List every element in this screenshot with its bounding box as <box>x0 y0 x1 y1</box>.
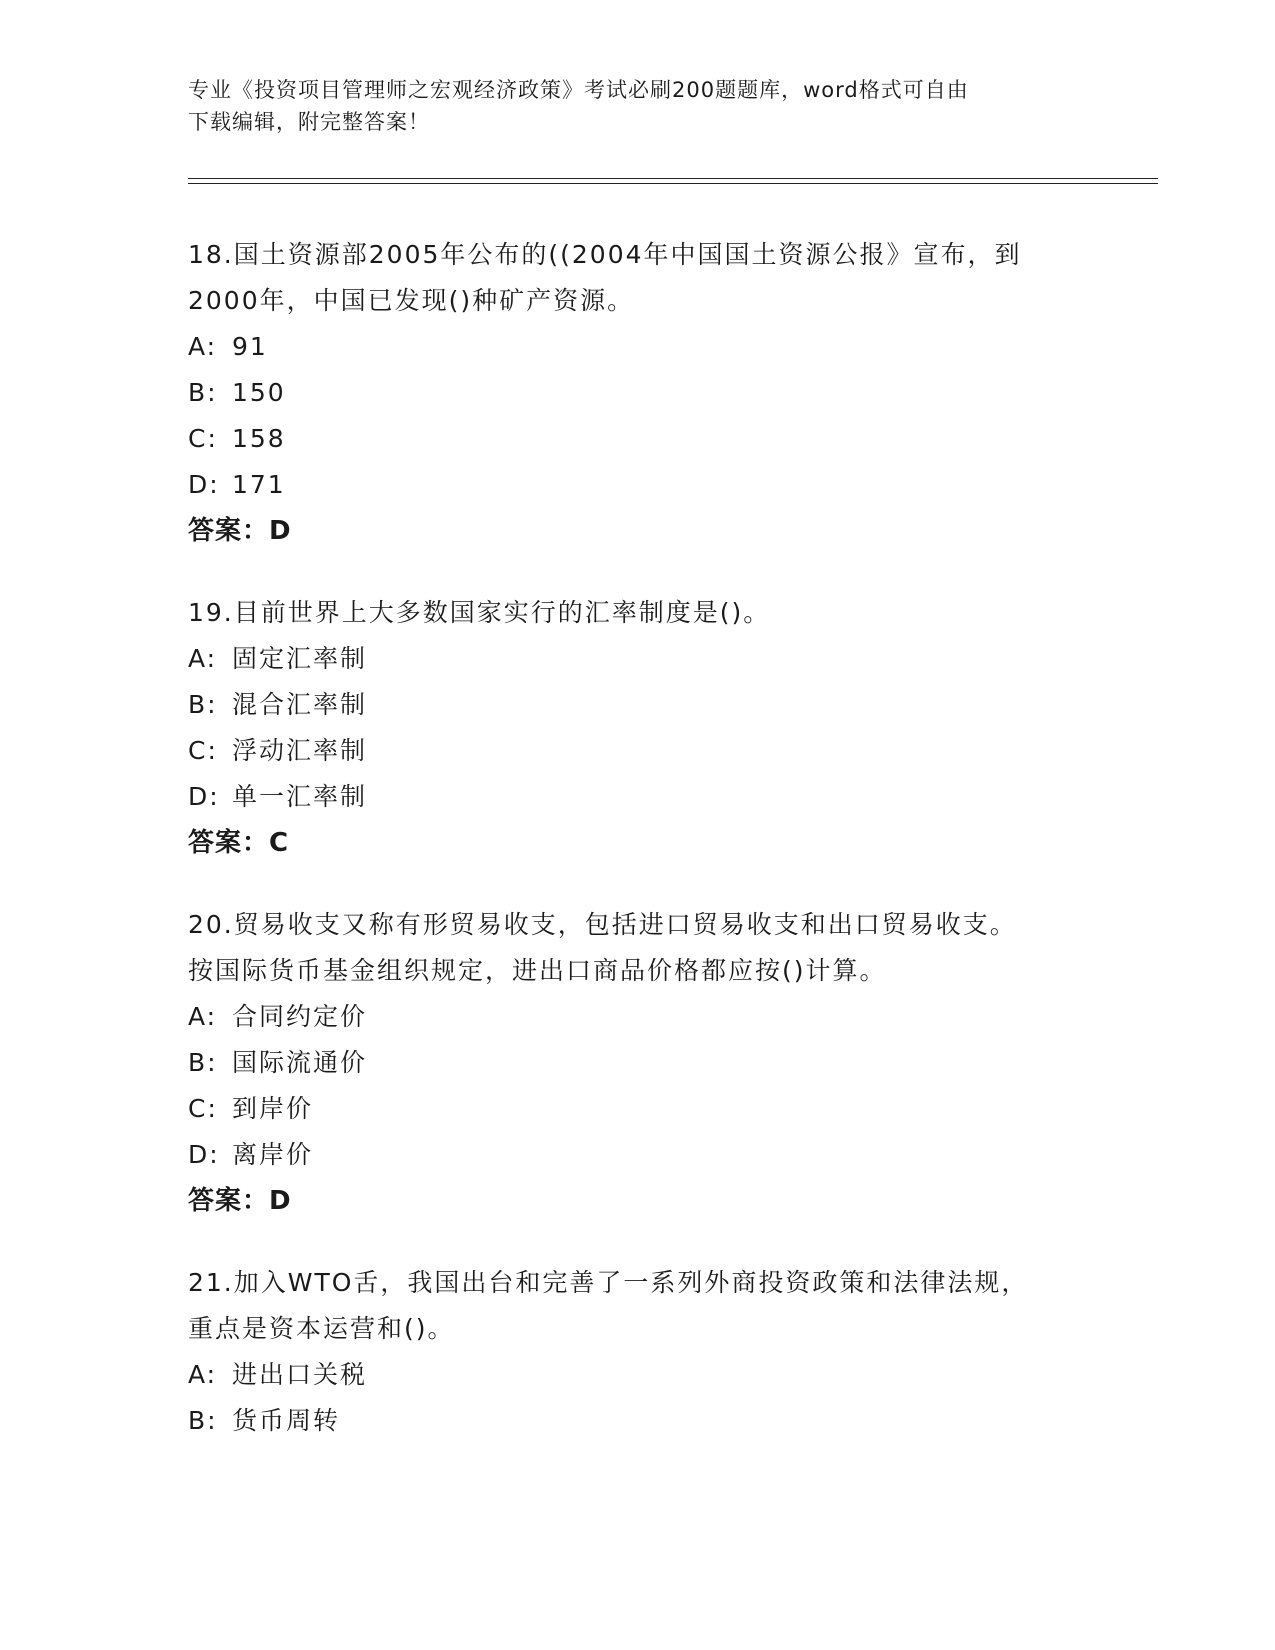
option-key: B: <box>188 1048 218 1077</box>
header-line-2: 下载编辑，附完整答案！ <box>188 110 430 134</box>
option-key: C: <box>188 424 218 453</box>
option-a <box>188 1352 1088 1398</box>
option-c <box>188 1086 1088 1132</box>
question-stem-line: 19.目前世界上大多数国家实行的汇率制度是()。 <box>188 598 771 627</box>
answer-label: 答案：D <box>188 1186 292 1216</box>
option-key: A: <box>188 1002 218 1031</box>
option-text: 进出口关税 <box>232 1360 368 1389</box>
question-19 <box>188 590 1088 866</box>
option-key: C: <box>188 736 218 765</box>
option-key: D: <box>188 470 220 499</box>
header-divider-top <box>188 178 1158 179</box>
option-text: 171 <box>232 470 286 499</box>
option-a <box>188 994 1088 1040</box>
option-a <box>188 636 1088 682</box>
question-stem-line: 重点是资本运营和()。 <box>188 1314 455 1343</box>
option-key: D: <box>188 1140 220 1169</box>
option-key: A: <box>188 1360 218 1389</box>
option-a <box>188 324 1088 370</box>
option-text: 单一汇率制 <box>232 782 368 811</box>
option-key: D: <box>188 782 220 811</box>
question-20 <box>188 902 1088 1224</box>
option-key: B: <box>188 690 218 719</box>
option-key: B: <box>188 1406 218 1435</box>
question-stem-line: 20.贸易收支又称有形贸易收支，包括进口贸易收支和出口贸易收支。 <box>188 910 1017 939</box>
option-text: 150 <box>232 378 286 407</box>
question-18 <box>188 232 1088 554</box>
answer-label: 答案：C <box>188 828 290 858</box>
option-text: 离岸价 <box>232 1140 314 1169</box>
option-key: C: <box>188 1094 218 1123</box>
option-b <box>188 370 1088 416</box>
option-text: 合同约定价 <box>232 1002 368 1031</box>
question-stem-line: 2000年，中国已发现()种矿产资源。 <box>188 286 635 315</box>
option-key: A: <box>188 332 218 361</box>
option-b <box>188 1398 1088 1444</box>
question-21 <box>188 1260 1088 1444</box>
option-text: 混合汇率制 <box>232 690 368 719</box>
option-text: 国际流通价 <box>232 1048 368 1077</box>
option-text: 固定汇率制 <box>232 644 368 673</box>
question-stem-line: 21.加入WTO舌，我国出台和完善了一系列外商投资政策和法律法规， <box>188 1268 1029 1297</box>
question-stem-line: 按国际货币基金组织规定，进出口商品价格都应按()计算。 <box>188 956 887 985</box>
option-b <box>188 682 1088 728</box>
option-c <box>188 416 1088 462</box>
answer-label: 答案：D <box>188 516 292 546</box>
option-text: 91 <box>232 332 268 361</box>
option-text: 货币周转 <box>232 1406 341 1435</box>
option-d <box>188 774 1088 820</box>
option-text: 浮动汇率制 <box>232 736 368 765</box>
option-c <box>188 728 1088 774</box>
header-line-1: 专业《投资项目管理师之宏观经济政策》考试必刷200题题库，word格式可自由 <box>188 78 969 102</box>
option-text: 158 <box>232 424 286 453</box>
header-divider-bottom <box>188 183 1158 184</box>
option-d <box>188 462 1088 508</box>
option-key: A: <box>188 644 218 673</box>
question-stem-line: 18.国土资源部2005年公布的((2004年中国国土资源公报》宣布，到 <box>188 240 1022 269</box>
option-d <box>188 1132 1088 1178</box>
question-list <box>188 232 1088 1480</box>
document-header <box>188 74 1088 138</box>
option-b <box>188 1040 1088 1086</box>
option-text: 到岸价 <box>232 1094 314 1123</box>
option-key: B: <box>188 378 218 407</box>
